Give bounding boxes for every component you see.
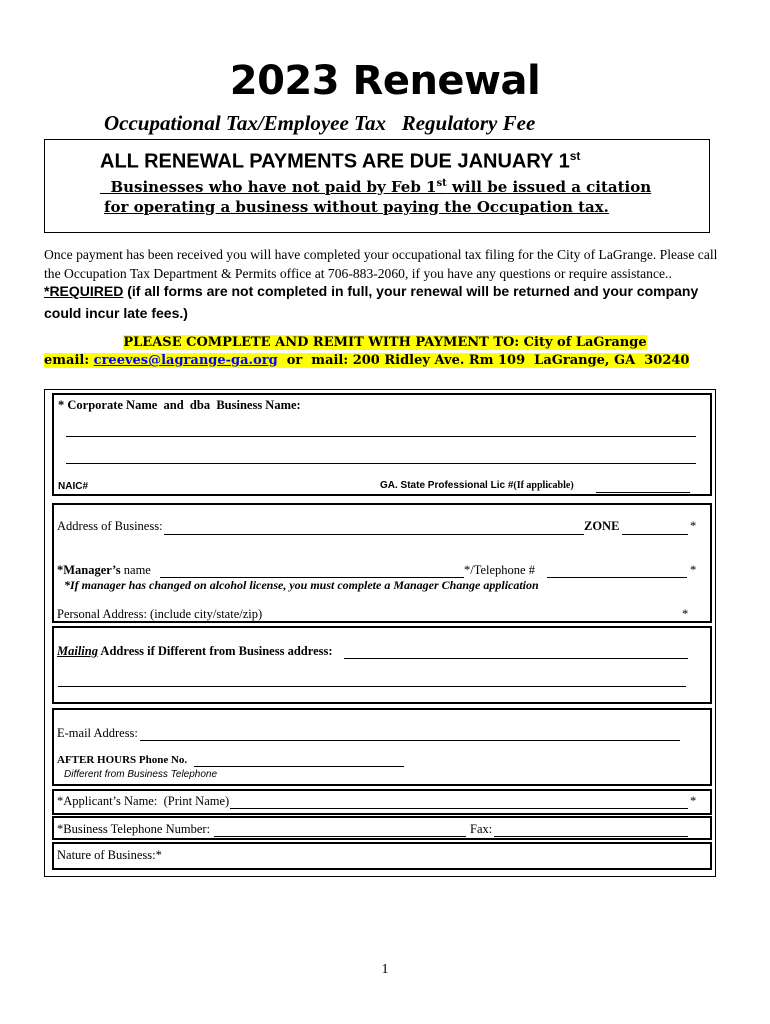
email-link[interactable]: creeves@lagrange-ga.org: [93, 353, 278, 368]
applicant-name-label: *Applicant’s Name: (Print Name): [57, 794, 230, 808]
required-label: *REQUIRED: [44, 283, 124, 299]
applicant-section: [52, 789, 712, 815]
mailing-address-field[interactable]: [344, 658, 688, 659]
mailing-address-line-2[interactable]: [58, 686, 686, 687]
corporate-name-line-1[interactable]: [66, 436, 696, 437]
after-hours-phone-field[interactable]: [194, 766, 404, 767]
address-field[interactable]: [164, 534, 584, 535]
zone-required-mark: *: [690, 519, 697, 533]
after-hours-note: Different from Business Telephone: [64, 769, 218, 780]
manager-change-note: *If manager has changed on alcohol license, you must complete a Manager Change application: [64, 578, 539, 592]
intro-paragraph: Once payment has been received you will have completed your occupational tax filing for the City of LaGrange. Please call the Occupation Tax Department & Permits office at 706-883-2060, if you have any questions or require assistance..: [44, 247, 718, 281]
telephone-label: */Telephone #: [464, 563, 535, 577]
ga-lic-label: GA. State Professional Lic #(If applicable): [380, 480, 574, 491]
notice-line-2: for operating a business without paying the Occupation tax.: [104, 198, 609, 216]
business-phone-label: *Business Telephone Number:: [57, 822, 211, 836]
address-section: [52, 503, 712, 623]
corporate-name-line-2[interactable]: [66, 463, 696, 464]
business-phone-field[interactable]: [214, 836, 466, 837]
remit-heading: PLEASE COMPLETE AND REMIT WITH PAYMENT TO: City of LaGrange: [123, 335, 647, 350]
zone-field[interactable]: [622, 534, 688, 535]
required-note: *REQUIRED (if all forms are not completed in full, your renewal will be returned and your company could incur late fees.): [44, 283, 699, 321]
email-address-field[interactable]: [140, 740, 680, 741]
applicant-required-mark: *: [690, 794, 697, 808]
email-address-label: E-mail Address:: [57, 726, 138, 740]
fax-field[interactable]: [494, 836, 688, 837]
nature-section: [52, 842, 712, 870]
notice-heading: ALL RENEWAL PAYMENTS ARE DUE JANUARY 1st: [100, 149, 581, 173]
naic-label: NAIC#: [58, 481, 89, 492]
personal-address-label: Personal Address: (include city/state/zip): [57, 607, 263, 621]
telephone-field[interactable]: [547, 577, 687, 578]
notice-line-1: Businesses who have not paid by Feb 1st will be issued a citation: [100, 178, 652, 196]
address-label: Address of Business:: [57, 519, 163, 533]
remit-contact: email: creeves@lagrange-ga.org or mail: 200 Ridley Ave. Rm 109 LaGrange, GA 30240: [44, 353, 690, 368]
business-phone-section: [52, 816, 712, 840]
page-number: 1: [381, 962, 389, 977]
telephone-required-mark: *: [690, 563, 697, 577]
nature-of-business-label: Nature of Business:*: [57, 848, 162, 862]
corporate-name-label: * Corporate Name and dba Business Name:: [58, 398, 301, 412]
email-section: [52, 708, 712, 786]
personal-address-required-mark: *: [682, 607, 689, 621]
mailing-label: Mailing Address if Different from Business address:: [57, 644, 336, 658]
ga-lic-field[interactable]: [596, 492, 690, 493]
page-subtitle: Occupational Tax/Employee Tax Regulatory Fee: [104, 111, 536, 135]
applicant-name-field[interactable]: [230, 808, 688, 809]
mailing-section: [52, 626, 712, 704]
after-hours-label: AFTER HOURS Phone No.: [57, 754, 190, 766]
corporate-section: [52, 393, 712, 496]
page-title: 2023 Renewal: [229, 58, 541, 104]
manager-label: *Manager’s name: [57, 563, 154, 577]
zone-label: ZONE: [584, 519, 620, 533]
fax-label: Fax:: [470, 822, 493, 836]
